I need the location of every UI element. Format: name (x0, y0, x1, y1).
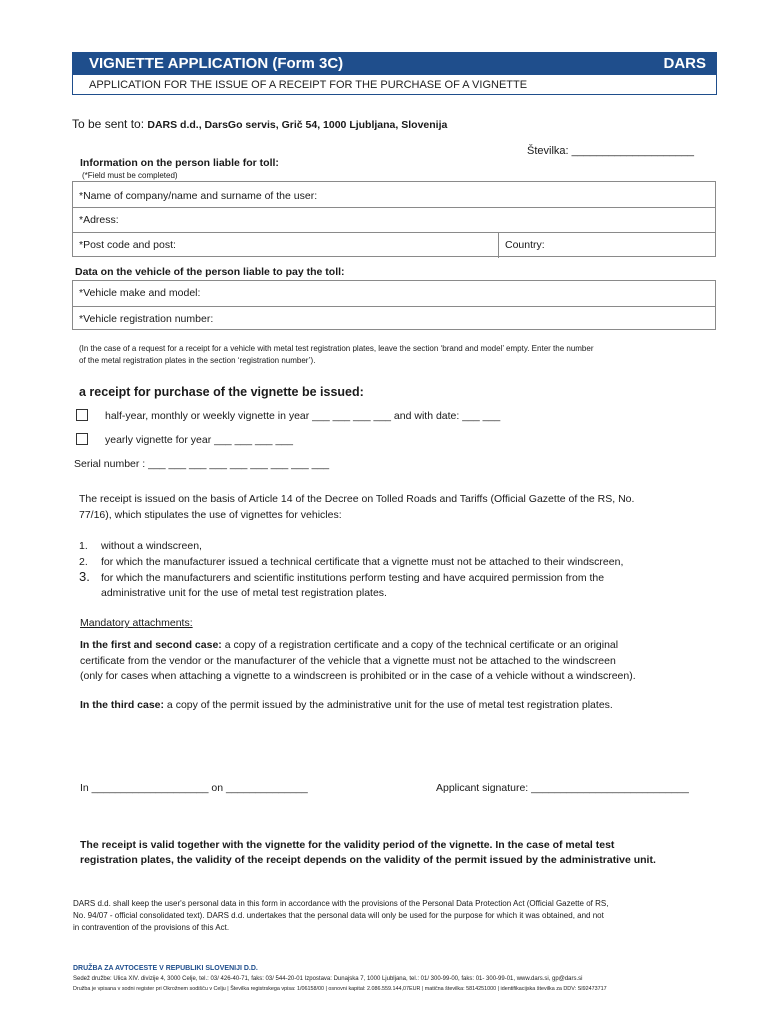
attachments-first-line2: certificate from the vendor or the manufacturer of the vehicle that a vignette must not be attached to the windscreen (80, 655, 616, 667)
case-3-text: for which the manufacturers and scientific institutions perform testing and have acquired permission from the (101, 572, 605, 584)
number-field[interactable]: Številka: ____________________ (527, 145, 694, 157)
privacy-line3: in contravention of the provisions of this Act. (73, 923, 230, 932)
address-row (73, 207, 715, 232)
first-case-label: In the first and second case: (80, 639, 222, 651)
yearly-option-label: yearly vignette for year ___ ___ ___ ___ (105, 434, 293, 446)
vehicle-registration-field[interactable]: *Vehicle registration number: (79, 313, 214, 325)
form-title: VIGNETTE APPLICATION (Form 3C) (89, 55, 344, 72)
attachments-title: Mandatory attachments: (80, 617, 193, 629)
attachments-third-line (80, 698, 613, 712)
send-to-line (72, 117, 447, 133)
case-1-num: 1. (79, 540, 88, 552)
person-info-box (72, 181, 716, 257)
vehicle-note-line1: (In the case of a request for a receipt for a vehicle with metal test registration plates, leave the section ‘brand and model’ empty. Enter the number (79, 344, 594, 353)
country-field[interactable]: Country: (505, 239, 545, 251)
half-year-checkbox[interactable] (76, 409, 88, 421)
yearly-checkbox[interactable] (76, 433, 88, 445)
postcode-field[interactable]: *Post code and post: (79, 239, 176, 251)
vehicle-section-title: Data on the vehicle of the person liable to pay the toll: (75, 266, 345, 278)
case-3-text-cont: administrative unit for the use of metal test registration plates. (101, 587, 387, 599)
brand-logo: DARS (663, 55, 706, 72)
case-2-text: for which the manufacturer issued a technical certificate that a vignette must not be attached to their windscreen, (101, 556, 624, 568)
registration-row (73, 306, 715, 330)
vehicle-make-field[interactable]: *Vehicle make and model: (79, 287, 201, 299)
footer-registry-line: Družba je vpisana v sodni register pri Okrožnem sodišču v Celju | Številka registrskega vpisa: 1/06158/00 | osnovni kapital: 2.086.559.144,07EUR | matična številka: 5814251000 | identifikacijska številka za DDV: SI92473717 (73, 986, 607, 992)
form-subtitle: APPLICATION FOR THE ISSUE OF A RECEIPT FOR THE PURCHASE OF A VIGNETTE (89, 79, 528, 91)
person-section-title: Information on the person liable for toll: (80, 157, 279, 169)
applicant-signature-field[interactable]: Applicant signature: ___________________________ (436, 782, 689, 794)
article-line1: The receipt is issued on the basis of Article 14 of the Decree on Tolled Roads and Tariffs (Official Gazette of the RS, No. (79, 493, 635, 505)
case-3-num: 3. (79, 569, 90, 584)
company-name-field[interactable]: *Name of company/name and surname of the user: (79, 190, 318, 202)
case-1-text: without a windscreen, (101, 540, 202, 552)
vehicle-info-box (72, 280, 716, 330)
serial-number-field[interactable]: Serial number : ___ ___ ___ ___ ___ ___ ___ ___ ___ (74, 458, 330, 470)
first-case-text: a copy of a registration certificate and a copy of the technical certificate or an original (221, 639, 619, 651)
vehicle-note-line2: of the metal registration plates in the section ‘registration number’). (79, 356, 316, 365)
article-line2: 77/16), which stipulates the use of vignettes for vehicles: (79, 509, 342, 521)
column-divider (498, 233, 499, 258)
address-field[interactable]: *Adress: (79, 214, 119, 226)
attachments-first-line1 (80, 638, 618, 652)
validity-line1: The receipt is valid together with the vignette for the validity period of the vignette. In the case of metal test (80, 839, 615, 851)
privacy-line2: No. 94/07 - official consolidated text). DARS d.d. undertakes that the personal data will only be used for the purpose for which it was obtained, and not (73, 911, 604, 920)
send-to-address: DARS d.d., DarsGo servis, Grič 54, 1000 Ljubljana, Slovenija (147, 119, 448, 131)
place-date-field[interactable]: In ____________________ on ______________ (80, 782, 308, 794)
attachments-first-line3: (only for cases when attaching a vignette to a windscreen is prohibited or in the case of a vehicle without a windscreen). (80, 670, 636, 682)
required-note: (*Field must be completed) (82, 171, 178, 180)
validity-line2: registration plates, the validity of the receipt depends on the validity of the permit issued by the administrative unit. (80, 854, 656, 866)
footer-address-line: Sedež družbe: Ulica XIV. divizije 4, 3000 Celje, tel.: 03/ 426-40-71, faks: 03/ 544-20-01 Izpostava: Dunajska 7, 1000 Ljubljana, tel.: 01/ 300-99-00, faks: 01- 300-99-01, www.dars.si, gp@dars.si (73, 976, 583, 982)
form-header (72, 52, 717, 95)
half-year-option-label: half-year, monthly or weekly vignette in year ___ ___ ___ ___ and with date: ___ ___ (105, 410, 501, 422)
third-case-label: In the third case: (80, 699, 165, 711)
send-to-label: To be sent to: (72, 117, 145, 131)
receipt-section-title: a receipt for purchase of the vignette be issued: (79, 385, 364, 399)
third-case-text: a copy of the permit issued by the administrative unit for the use of metal test registration plates. (164, 699, 613, 711)
privacy-line1: DARS d.d. shall keep the user's personal data in this form in accordance with the provisions of the Personal Data Protection Act (Official Gazette of RS, (73, 899, 609, 908)
case-2-num: 2. (79, 556, 88, 568)
footer-company: DRUŽBA ZA AVTOCESTE V REPUBLIKI SLOVENIJI D.D. (73, 965, 258, 972)
postcode-row (73, 232, 715, 257)
